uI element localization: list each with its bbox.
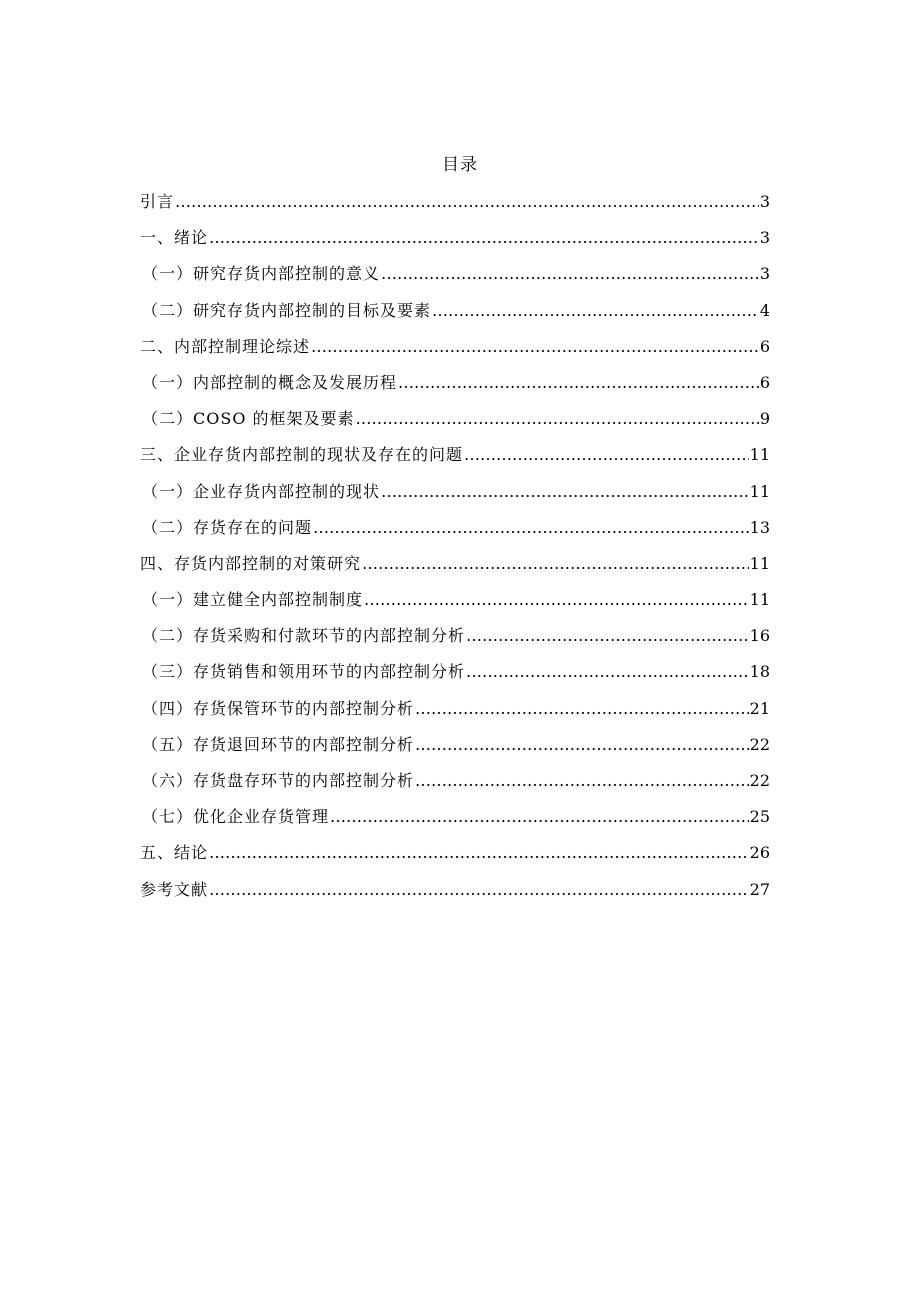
toc-leader-dots <box>364 585 749 615</box>
toc-leader-dots <box>330 802 749 832</box>
toc-page-number: 6 <box>759 372 770 392</box>
toc-page-number: 13 <box>749 517 770 537</box>
toc-page-number: 21 <box>749 698 770 718</box>
toc-leader-dots <box>466 621 749 651</box>
toc-entry[interactable] <box>140 404 770 440</box>
toc-leader-dots <box>313 513 749 543</box>
toc-page-number: 9 <box>759 409 770 429</box>
toc-page-number: 11 <box>749 553 770 573</box>
toc-entry[interactable] <box>140 875 770 911</box>
toc-leader-dots <box>381 477 749 507</box>
toc-entry[interactable] <box>140 477 770 513</box>
toc-entry[interactable] <box>140 332 770 368</box>
toc-entry[interactable] <box>140 585 770 621</box>
toc-entry-text: （二）研究存货内部控制的目标及要素 <box>142 300 432 320</box>
toc-leader-dots <box>464 440 749 470</box>
toc-page-number: 11 <box>749 445 770 465</box>
toc-entry-text: 一、绪论 <box>140 228 209 248</box>
toc-page-number: 4 <box>759 300 770 320</box>
toc-entry[interactable] <box>140 440 770 476</box>
toc-entry-text: 参考文献 <box>140 879 209 899</box>
toc-entry-text: 引言 <box>140 192 175 211</box>
toc-entry[interactable] <box>140 766 770 802</box>
toc-title: 目录 <box>442 155 478 175</box>
toc-entry-text: （二）存货采购和付款环节的内部控制分析 <box>142 626 466 646</box>
toc-entry[interactable] <box>140 730 770 766</box>
toc-page-number: 25 <box>749 807 770 827</box>
toc-leader-dots <box>209 875 749 905</box>
toc-page-number: 11 <box>749 590 770 610</box>
toc-page-number: 22 <box>749 734 770 754</box>
toc-page-number: 26 <box>749 843 770 863</box>
toc-page-number: 18 <box>749 662 770 682</box>
toc-entry-text: （五）存货退回环节的内部控制分析 <box>142 734 415 754</box>
toc-leader-dots <box>432 296 759 326</box>
toc-entry-text: （三）存货销售和领用环节的内部控制分析 <box>142 662 466 682</box>
toc-entry-text: 三、企业存货内部控制的现状及存在的问题 <box>140 445 464 465</box>
toc-entry-text: （一）企业存货内部控制的现状 <box>142 481 381 501</box>
toc-page-number: 3 <box>759 192 770 211</box>
toc-entry[interactable] <box>140 549 770 585</box>
toc-entry[interactable] <box>140 259 770 295</box>
toc-leader-dots <box>362 549 749 579</box>
toc-leader-dots <box>415 730 749 760</box>
toc-entry[interactable] <box>140 657 770 693</box>
toc-entry[interactable] <box>140 621 770 657</box>
toc-entry[interactable] <box>140 296 770 332</box>
toc-leader-dots <box>311 332 759 362</box>
toc-entry-text: 二、内部控制理论综述 <box>140 336 311 356</box>
toc-entry-text: （四）存货保管环节的内部控制分析 <box>142 698 415 718</box>
toc-entry[interactable] <box>140 513 770 549</box>
toc-leader-dots <box>356 404 759 434</box>
toc-page-number: 16 <box>749 626 770 646</box>
toc-entry[interactable] <box>140 187 770 223</box>
toc-entry-text: 五、结论 <box>140 843 209 863</box>
toc-leader-dots <box>466 657 749 687</box>
toc-page-number: 6 <box>759 336 770 356</box>
toc-entry-text: （一）研究存货内部控制的意义 <box>142 264 381 284</box>
toc-entry-text: （二）存货存在的问题 <box>142 517 313 537</box>
table-of-contents <box>140 187 770 911</box>
toc-page-number: 3 <box>759 264 770 284</box>
toc-leader-dots <box>398 368 759 398</box>
toc-entry-text: （二）COSO 的框架及要素 <box>142 409 355 429</box>
toc-entry[interactable] <box>140 802 770 838</box>
toc-entry-text: （一）建立健全内部控制制度 <box>142 590 364 610</box>
toc-leader-dots <box>415 694 749 724</box>
toc-page-number: 3 <box>759 228 770 248</box>
toc-page-number: 11 <box>749 481 770 501</box>
toc-page-number: 22 <box>749 771 770 790</box>
toc-leader-dots <box>175 187 759 217</box>
toc-leader-dots <box>415 766 749 796</box>
toc-leader-dots <box>209 838 749 868</box>
toc-leader-dots <box>381 259 759 289</box>
toc-entry[interactable] <box>140 838 770 874</box>
toc-page-number: 27 <box>749 879 770 899</box>
toc-entry[interactable] <box>140 368 770 404</box>
toc-entry-text: （六）存货盘存环节的内部控制分析 <box>142 771 415 790</box>
toc-entry[interactable] <box>140 223 770 259</box>
toc-entry-text: 四、存货内部控制的对策研究 <box>140 553 362 573</box>
toc-entry[interactable] <box>140 694 770 730</box>
toc-leader-dots <box>209 223 759 253</box>
toc-entry-text: （一）内部控制的概念及发展历程 <box>142 372 398 392</box>
toc-entry-text: （七）优化企业存货管理 <box>142 807 330 827</box>
